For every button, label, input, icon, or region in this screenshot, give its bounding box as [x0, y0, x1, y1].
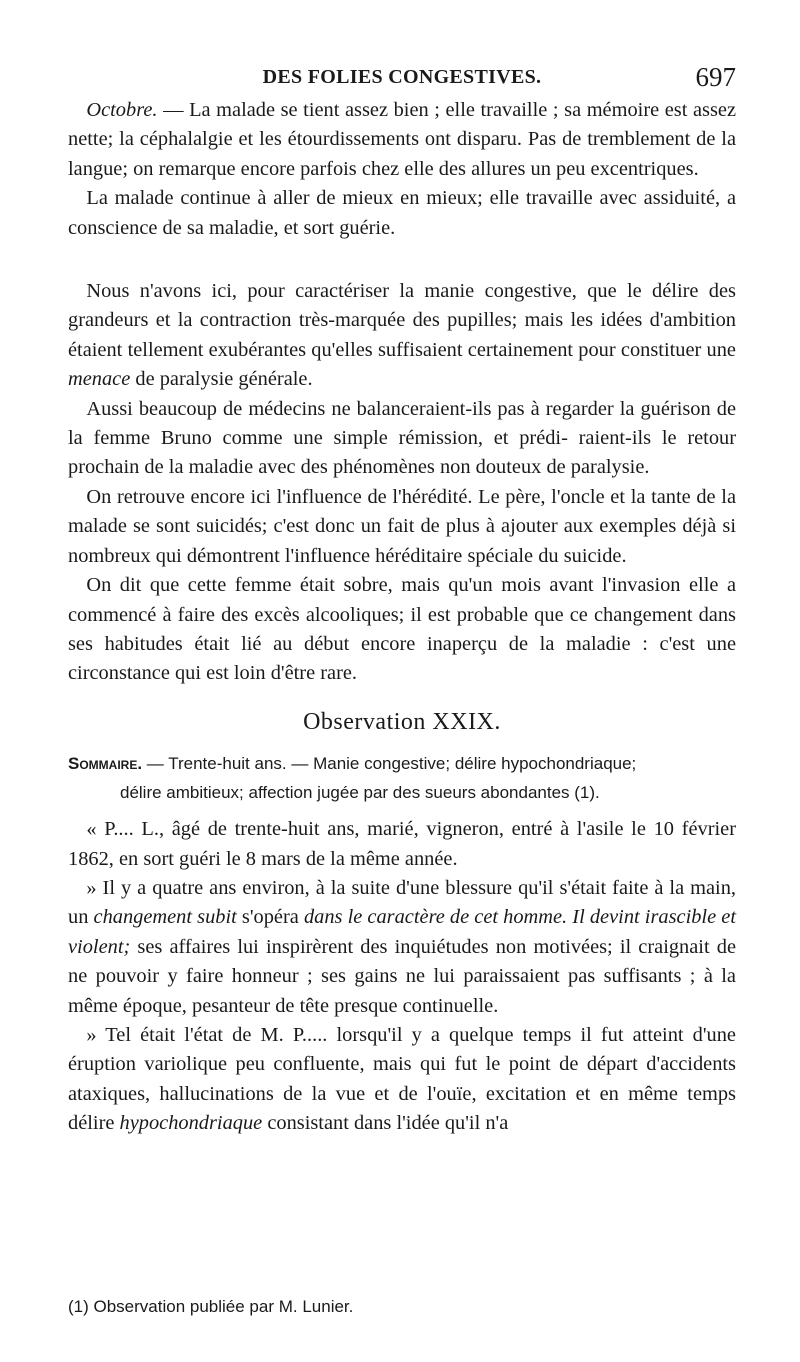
page-header: [68, 62, 736, 96]
emphasis-text: dans le caractère de cet homme. Il devint irascible et violent;: [68, 906, 736, 958]
page-number: 697: [695, 62, 736, 92]
paragraph-recovery: La malade continue à aller de mieux en mieux; elle travaille avec assiduité, a conscience de sa maladie, et sort guérie.: [68, 187, 736, 239]
summary-line-2: délire ambitieux; affection jugée par des sueurs abondantes (1).: [120, 783, 600, 803]
date-lead: Octobre.: [86, 99, 158, 121]
observation-title: Observation XXIX.: [303, 708, 501, 735]
paragraph-text: » Tel était l'état de M. P..... lorsqu'il y a quelque temps il fut atteint d'une éruption variolique peu confluente, mais qui fut le point de départ d'accidents ataxiques, hallucinations de la vue et de l'ouïe, excitation et en même temps délire: [68, 1023, 736, 1135]
emphasis-text: hypochondriaque: [119, 1112, 263, 1135]
emphasis-text: changement subit: [93, 906, 237, 929]
paragraph-text: » Il y a quatre ans environ, à la suite d'une blessure qu'il s'était faite à la main, un: [68, 876, 736, 929]
paragraph-text: — La malade se tient assez bien ; elle travaille ; sa mémoire est assez nette; la céphalalgie et les étourdissements ont disparu. Pas de tremblement de la langue; on remarque encore parfois chez elle des allures un peu excentriques.: [68, 99, 736, 180]
paragraph-heredity: On retrouve encore ici l'influence de l'hérédité. Le père, l'oncle et la tante de la malade se sont suicidés; c'est donc un fait de plus à ajouter aux exemples déjà si nombreux qui démontrent l'influence héréditaire spéciale du suicide.: [68, 485, 736, 567]
footnote: (1) Observation publiée par M. Lunier.: [68, 1297, 354, 1316]
paragraph-characterization: [68, 277, 736, 395]
case-paragraph-admission: « P.... L., âgé de trente-huit ans, marié, vigneron, entré à l'asile le 10 février 1862, en sort guéri le 8 mars de la même année.: [68, 818, 736, 870]
paragraph-remission: Aussi beaucoup de médecins ne balanceraient-ils pas à regarder la guérison de la femme Bruno comme une simple rémission, et prédi- raient-ils le retour prochain de la maladie avec des phénomènes non douteux de paralysie.: [68, 397, 736, 479]
running-title: DES FOLIES CONGESTIVES.: [262, 66, 542, 88]
summary-label: Sommaire.: [68, 754, 143, 774]
case-paragraph-history: [68, 874, 736, 1021]
paragraph-october: [68, 96, 736, 184]
paragraph-text: Nous n'avons ici, pour caractériser la manie congestive, que le délire des grandeurs et la contraction très-marquée des pupilles; mais les idées d'ambition étaient tellement exubérantes qu'elles suffisaient certainement pour constituer une: [68, 280, 736, 361]
observation-summary: [68, 749, 736, 807]
paragraph-text: ses affaires lui inspirèrent des inquiétudes non motivées; il craignait de ne pouvoir y faire honneur ; ses gains ne lui paraissaient pas suffisants ; à la même époque, pesanteur de tête presque continuelle.: [68, 935, 736, 1017]
paragraph-text: de paralysie générale.: [130, 368, 313, 391]
emphasis-text: menace: [68, 368, 131, 391]
paragraph-alcohol: On dit que cette femme était sobre, mais qu'un mois avant l'invasion elle a commencé à faire des excès alcooliques; il est probable que ce changement dans ses habitudes était lié au début encore inaperçu de la maladie : c'est une circonstance qui est loin d'être rare.: [68, 574, 736, 685]
page-body: [68, 96, 736, 1139]
case-paragraph-eruption: [68, 1021, 736, 1139]
paragraph-text: consistant dans l'idée qu'il n'a: [262, 1112, 509, 1135]
summary-line-1: — Trente-huit ans. — Manie congestive; délire hypochondriaque;: [142, 754, 637, 774]
paragraph-text: s'opéra: [236, 906, 304, 929]
